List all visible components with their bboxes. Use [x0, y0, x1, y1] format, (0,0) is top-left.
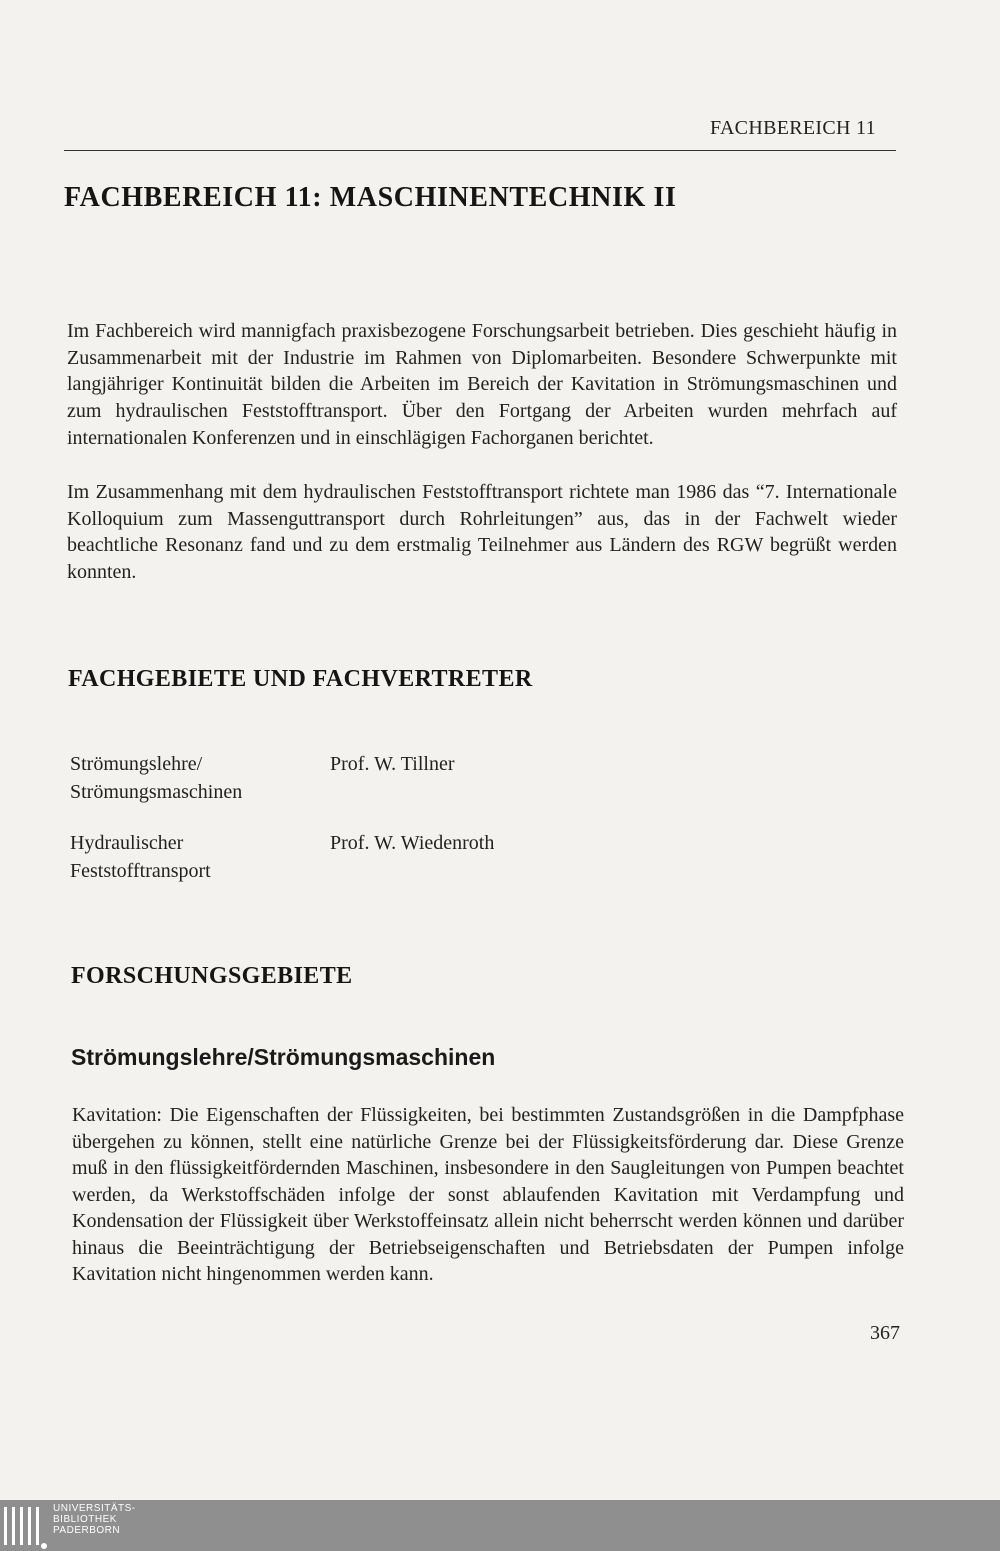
field-representative: Prof. W. Wiedenroth: [330, 832, 495, 854]
body-paragraph-kavitation: Kavitation: Die Eigenschaften der Flüssigkeiten, bei bestimmten Zustandsgrößen in die Dampfphase übergehen zu können, stellt eine natürliche Grenze bei der Flüssigkeitsförderung dar. Diese Grenze muß in den flüssigkeitfördernden Maschinen, insbesondere in den Saugleitungen von Pumpen beachtet werden, da Werkstoffschäden infolge der sonst ablaufenden Kavitation mit Verdampfung und Kondensation der Flüssigkeit über Werkstoffeinsatz allein nicht beherrscht werden können und darüber hinaus die Beeinträchtigung der Betriebseigenschaften und Betriebsdaten der Pumpen infolge Kavitation nicht hingenommen werden kann.: [72, 1104, 904, 1285]
intro-paragraph-2: Im Zusammenhang mit dem hydraulischen Feststofftransport richtete man 1986 das “7. Internationale Kolloquium zum Massenguttransport durch Rohrleitungen” aus, das in der Fachwelt wieder beachtliche Resonanz fand und zu dem erstmalig Teilnehmer aus Ländern des RGW begrüßt werden konnten.: [67, 481, 897, 584]
library-logo-icon: [3, 1502, 47, 1551]
field-representative: Prof. W. Tillner: [330, 753, 455, 775]
library-name-line: BIBLIOTHEK: [53, 1514, 117, 1525]
field-name-line: Hydraulischer: [70, 832, 184, 854]
field-name: [70, 829, 310, 885]
library-name-line: UNIVERSITÄTS-: [53, 1503, 136, 1514]
chapter-title: FACHBEREICH 11: MASCHINENTECHNIK II: [64, 182, 677, 213]
library-name-line: PADERBORN: [53, 1525, 121, 1536]
field-name-line: Strömungsmaschinen: [70, 781, 243, 803]
subsection-heading: Strömungslehre/Strömungsmaschinen: [71, 1044, 496, 1070]
section-heading-fachgebiete: FACHGEBIETE UND FACHVERTRETER: [68, 666, 533, 692]
field-name: [70, 750, 310, 806]
intro-paragraph-1: Im Fachbereich wird mannigfach praxisbezogene Forschungsarbeit betrieben. Dies geschieht häufig in Zusammenarbeit mit der Industrie im Rahmen von Diplomarbeiten. Besondere Schwerpunkte mit langjähriger Kontinuität bilden die Arbeiten im Bereich der Kavitation in Strömungsmaschinen und zum hydraulischen Feststofftransport. Über den Fortgang der Arbeiten wurden mehrfach auf internationalen Konferenzen und in einschlägigen Fachorganen berichtet.: [67, 320, 897, 449]
library-footer-band: [0, 1500, 1000, 1551]
library-name: [53, 1503, 136, 1536]
field-name-line: Feststofftransport: [70, 860, 211, 882]
section-heading-forschung: FORSCHUNGSGEBIETE: [71, 963, 353, 989]
page-number: 367: [870, 1322, 900, 1344]
field-name-line: Strömungslehre/: [70, 753, 203, 775]
header-rule: [64, 150, 896, 151]
running-head: FACHBEREICH 11: [710, 117, 876, 139]
